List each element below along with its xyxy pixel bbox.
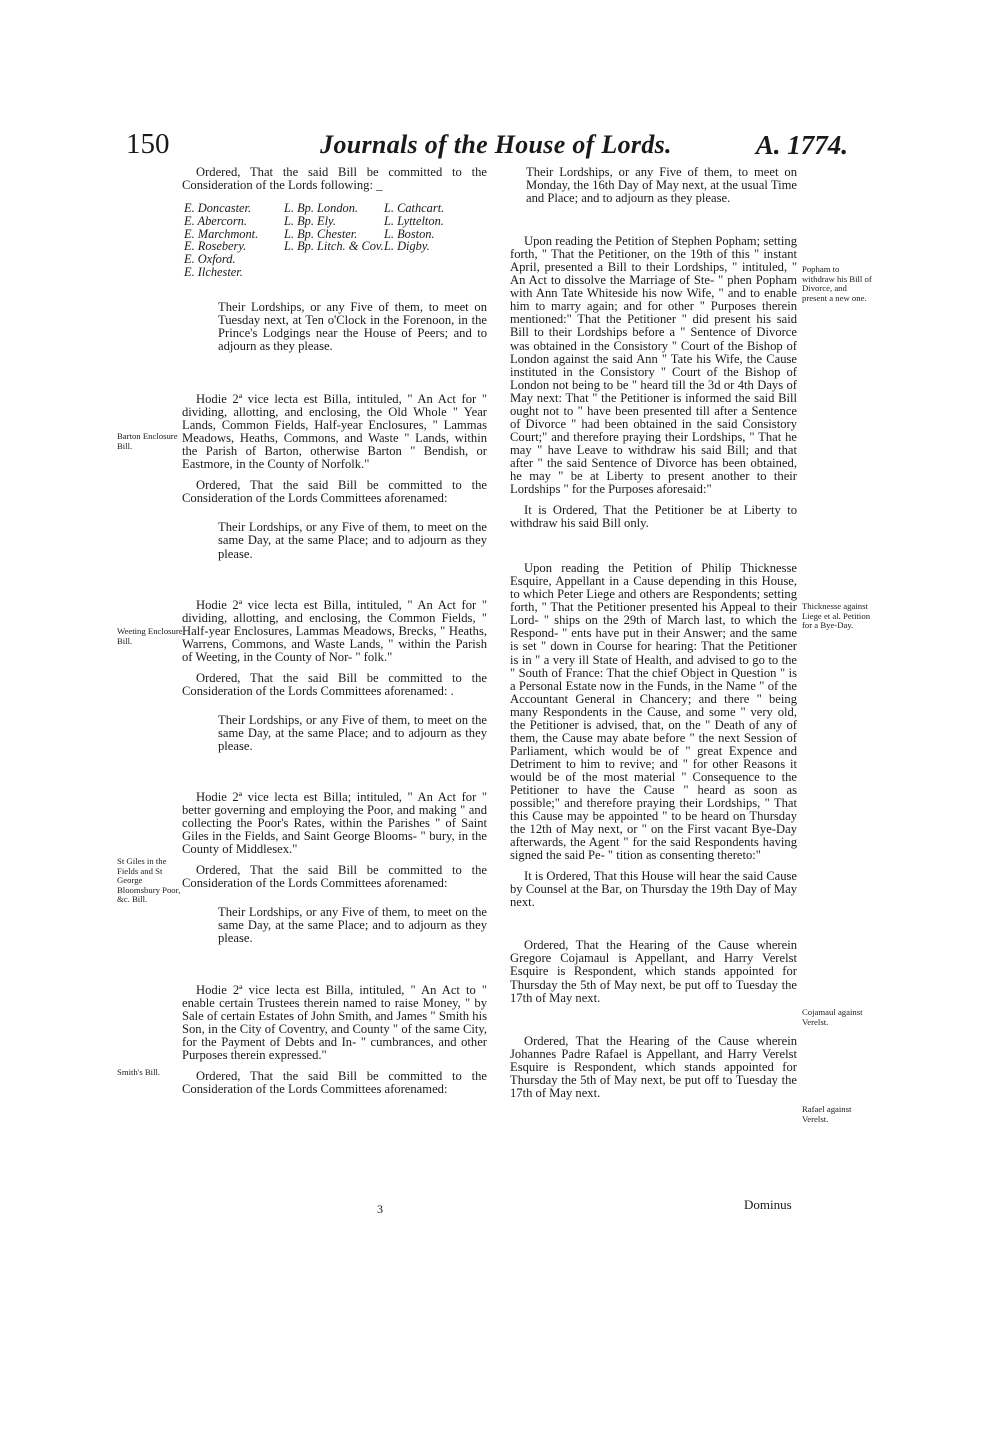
lord-name: L. Bp. Ely.: [284, 213, 336, 228]
paragraph: Ordered, That the Hearing of the Cause wherein Johannes Padre Rafael is Appellant, and Harry Verelst Esquire is Respondent, which stands appointed for Thursday the 5th of May next, be put off to Tuesday the 17th of May next.: [510, 1033, 797, 1100]
paragraph: Ordered, That the said Bill be committed to the Consideration of the Lords Committees aforenamed: .: [182, 670, 487, 698]
running-header: [0, 128, 992, 168]
margin-note: Barton Enclosure Bill.: [117, 431, 178, 451]
lords-list-col: [184, 202, 284, 279]
paragraph: Their Lordships, or any Five of them, to meet on the same Day, at the same Place; and to adjourn as they please.: [218, 712, 487, 753]
lord-name: E. Marchmont.: [184, 226, 259, 241]
paragraph: Ordered, That the Hearing of the Cause wherein Gregore Cojamaul is Appellant, and Harry Verelst Esquire is Respondent, which stands appointed for Thursday the 5th of May next, be put off to Tuesday the 17th of May next.: [510, 938, 797, 1005]
paragraph: Their Lordships, or any Five of them, to meet on Monday, the 16th Day of May next, at the usual Time and Place; and to adjourn as they please.: [526, 165, 797, 206]
left-column: [182, 166, 487, 1096]
lords-list-col: [384, 202, 484, 279]
margin-note: St Giles in the Fields and St George Bloomsbury Poor, &c. Bill.: [117, 856, 181, 905]
lord-name: E. Ilchester.: [184, 265, 243, 280]
lord-name: L. Digby.: [384, 239, 430, 254]
paragraph: Ordered, That the said Bill be committed to the Consideration of the Lords Committees aforenamed:: [182, 863, 487, 891]
lord-name: E. Doncaster.: [184, 201, 252, 216]
paragraph: Upon reading the Petition of Philip Thicknesse Esquire, Appellant in a Cause depending in this House, to which Peter Liege and others are Respondents; setting forth, " That the Petitioner presented his Appeal to their Lord- " ships on the 29th of March last, to which the Respond- " ents have put in their Answer; and the same is set " down in Course for hearing: That the Petitioner is in " a very ill State of Health, and advised to go to the " South of France: That the chief Object in Question " is a Personal Estate now in the Funds, in the Name " of the Accountant General in Chancery; and there " being many Respondents in the Cause, and some " very old, the Petitioner is advised, that, on the " Death of any of them, the Cause may abate before " the next Session of Parliament, which would be of " great Expence and Detriment to him to revive; and " for other Reasons it would be of the most material " Consequence to the Petitioner to have the Cause " heard as soon as possible;" and therefore praying their Lordships, " That this Cause may be appointed " to be heard on Thursday the 12th of May next, or " on the First vacant Bye-Day afterwards, the Agent " for the said Respondents having signed the said Pe- " tition as consenting thereto:": [510, 561, 797, 863]
paragraph: Their Lordships, or any Five of them, to meet on the same Day, at the same Place; and to adjourn as they please.: [218, 520, 487, 561]
margin-note: Cojamaul against Verelst.: [802, 1007, 863, 1027]
paragraph: Their Lordships, or any Five of them, to meet on the same Day, at the same Place; and to adjourn as they please.: [218, 905, 487, 946]
paragraph: Ordered, That the said Bill be committed to the Consideration of the Lords following: _: [182, 165, 487, 193]
paragraph: Upon reading the Petition of Stephen Popham; setting forth, " That the Petitioner, on the 19th of this " instant April, presented a Bill to their Lordships, " intituled, " An Act to dissolve the Marriage of Ste- " phen Popham with Ann Tate Whiteside his now Wife, " and to enable him to marry again; and for other " Purposes therein mentioned:" That the Petitioner " did present his said Bill to their Lordships before a " Sentence of Divorce was obtained in the Consistory " Court of the Bishop of London against the said Ann " Tate his Wife, the Cause instituted in the Consistory " Court of the Bishop of London not being to be " heard till the 3d or 4th Days of May next: That " the Petitioner is informed the said Bill ought not to " have been presented till after a Sentence of Divorce " had been obtained in the said Consistory Court;" and therefore praying their Lordships, " That he may " have Leave to withdraw his said Bill; and that after " the said Sentence of Divorce has been obtained, he may " be at Liberty to present another to their Lordships " for the Purposes aforesaid:": [510, 234, 797, 497]
paragraph: Ordered, That the said Bill be committed to the Consideration of the Lords Committees aforenamed:: [182, 478, 487, 506]
margin-note: Rafael against Verelst.: [802, 1104, 852, 1124]
lord-name: E. Oxford.: [184, 252, 236, 267]
margin-note: Popham to withdraw his Bill of Divorce, and present a new one.: [802, 264, 872, 303]
paragraph: Their Lordships, or any Five of them, to meet on Tuesday next, at Ten o'Clock in the Forenoon, in the Prince's Lodgings near the House of Peers; and to adjourn as they please.: [218, 299, 487, 354]
page-number: 150: [126, 128, 170, 160]
journal-title: Journals of the House of Lords.: [320, 130, 672, 159]
paragraph: It is Ordered, That the Petitioner be at Liberty to withdraw his said Bill only.: [510, 503, 797, 531]
lord-name: E. Rosebery.: [184, 239, 247, 254]
lord-name: L. Cathcart.: [384, 201, 445, 216]
lord-name: L. Bp. Litch. & Cov.: [284, 239, 384, 254]
signature-mark: 3: [377, 1202, 383, 1216]
margin-note: Thicknesse against Liege et al. Petition for a Bye-Day.: [802, 601, 871, 631]
paragraph: Hodie 2ª vice lecta est Billa, intituled, " An Act for " dividing, allotting, and enclosing, the Common Fields, " Half-year Enclosures, Lammas Meadows, Brecks, " Heaths, Warrens, Commons, and Waste Lands, " within the Parish of Weeting, in the County of Nor- " folk.": [182, 597, 487, 664]
lord-name: L. Bp. London.: [284, 201, 359, 216]
paragraph: Hodie 2ª vice lecta est Billa, intituled, " An Act for " dividing, allotting, and enclosing, the Old Whole " Year Lands, Common Fields, Half-year Enclosures, " Lammas Meadows, Heaths, Commons, and Waste " Lands, within the Parish of Barton, otherwise Barton " Bendish, or Eastmore, in the County of Norfolk.": [182, 392, 487, 472]
lords-list: [182, 202, 487, 279]
lord-name: L. Bp. Chester.: [284, 226, 358, 241]
lord-name: L. Lyttelton.: [384, 213, 444, 228]
paragraph: Ordered, That the said Bill be committed to the Consideration of the Lords Committees aforenamed:: [182, 1068, 487, 1096]
year: A. 1774.: [755, 130, 848, 160]
margin-note: Smith's Bill.: [117, 1067, 161, 1077]
lords-list-col: [284, 202, 384, 279]
catchword: Dominus: [744, 1197, 792, 1212]
lord-name: L. Boston.: [384, 226, 435, 241]
right-column: [510, 166, 797, 1100]
margin-note: Weeting Enclosure Bill.: [117, 626, 183, 646]
paragraph: Hodie 2ª vice lecta est Billa; intituled, " An Act for " better governing and employing the Poor, and making " and collecting the Poor's Rates, within the Parishes " of Saint Giles in the Fields, and Saint George Blooms- " bury, in the County of Middlesex.": [182, 790, 487, 857]
lord-name: E. Abercorn.: [184, 213, 247, 228]
paragraph: Hodie 2ª vice lecta est Billa, intituled, " An Act to " enable certain Trustees therein named to raise Money, " by Sale of certain Estates of John Smith, and James " Smith his Son, in the City of Coventry, and County " of the same City, for the Payment of Debts and In- " cumbrances, and other Purposes therein expressed.": [182, 982, 487, 1062]
paragraph: It is Ordered, That this House will hear the said Cause by Counsel at the Bar, on Thursday the 19th Day of May next.: [510, 869, 797, 910]
